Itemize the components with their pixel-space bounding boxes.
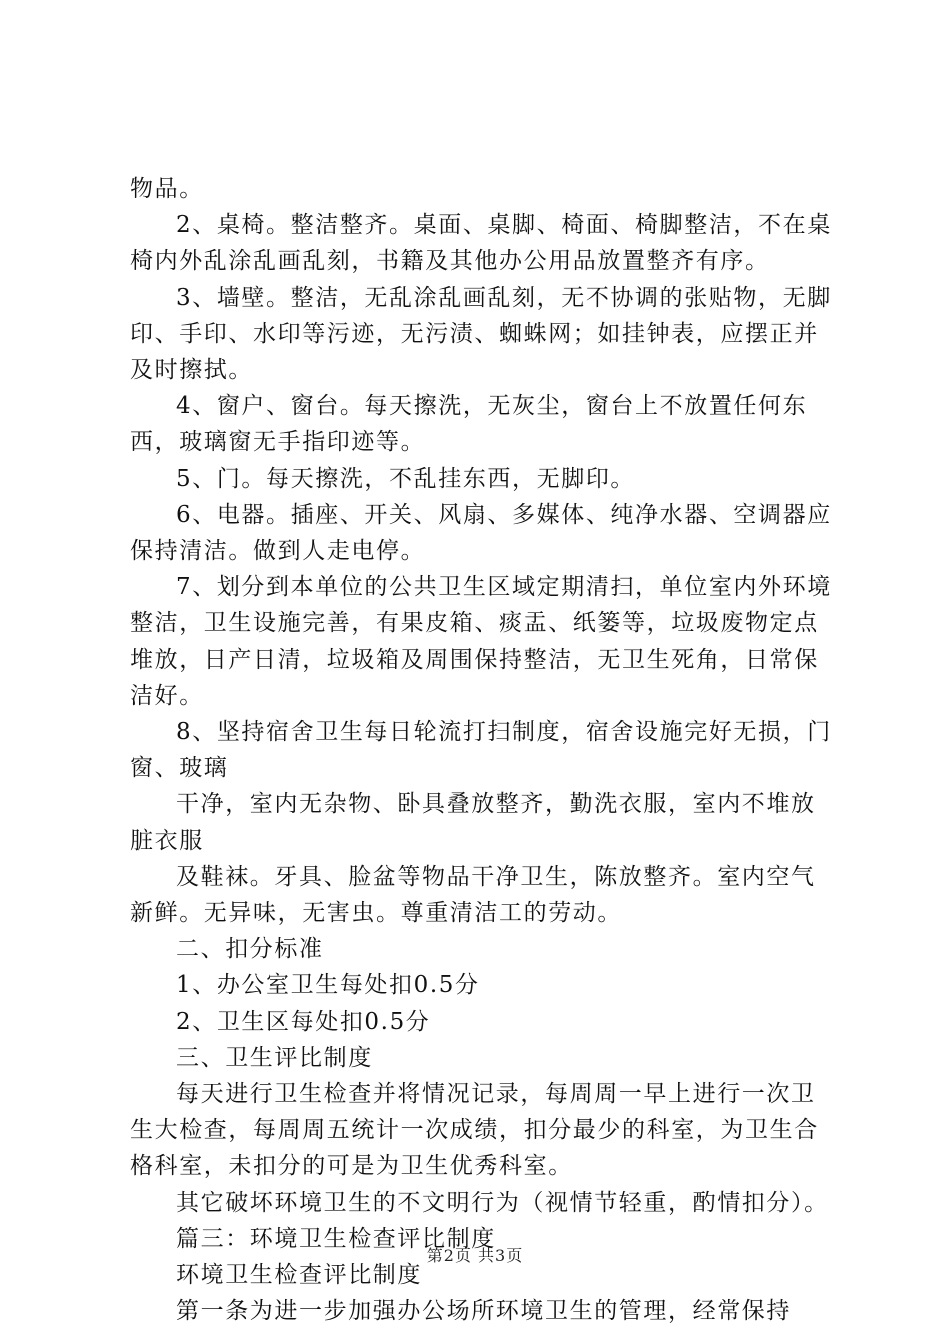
paragraph-2: 2、桌椅。整洁整齐。桌面、桌脚、椅面、椅脚整洁，不在桌椅内外乱涂乱画乱刻，书籍及其他办公用品放置整齐有序。 <box>130 212 832 275</box>
paragraph-9: 干净，室内无杂物、卧具叠放整齐，勤洗衣服，室内不堆放脏衣服 <box>130 791 816 854</box>
page-footer: 第2页 共3页 <box>426 1246 524 1265</box>
paragraph-16: 其它破坏环境卫生的不文明行为（视情节轻重，酌情扣分）。 <box>176 1189 829 1216</box>
paragraph-5: 5、门。每天擦洗，不乱挂东西，无脚印。 <box>176 465 636 492</box>
paragraph-6: 6、电器。插座、开关、风扇、多媒体、纯净水器、空调器应保持清洁。做到人走电停。 <box>130 501 832 565</box>
paragraph-13: 2、卫生区每处扣0.5分 <box>176 1008 431 1035</box>
paragraph-19: 第一条为进一步加强办公场所环境卫生的管理，经常保持 <box>176 1298 791 1325</box>
paragraph-3: 3、墙壁。整洁，无乱涂乱画乱刻，无不协调的张贴物，无脚印、手印、水印等污迹，无污渍、蜘蛛网；如挂钟表，应摆正并及时擦拭。 <box>130 284 832 384</box>
chapter-title: 环境卫生检查评比制度 <box>176 1262 422 1289</box>
paragraph-7: 7、划分到本单位的公共卫生区域定期清扫，单位室内外环境整洁，卫生设施完善，有果皮箱、痰盂、纸篓等，垃圾废物定点堆放，日产日清，垃圾箱及周围保持整洁，无卫生死角，日常保洁好。 <box>130 574 832 709</box>
paragraph-15: 每天进行卫生检查并将情况记录，每周周一早上进行一次卫生大检查，每周周五统计一次成绩，扣分最少的科室，为卫生合格科室，未扣分的可是为卫生优秀科室。 <box>130 1081 819 1180</box>
section-heading-evaluation: 三、卫生评比制度 <box>176 1044 373 1071</box>
paragraph-8: 8、坚持宿舍卫生每日轮流打扫制度，宿舍设施完好无损，门窗、玻璃 <box>130 719 832 782</box>
section-heading-deduction: 二、扣分标准 <box>176 936 324 963</box>
paragraph-10: 及鞋袜。牙具、脸盆等物品干净卫生，陈放整齐。室内空气新鲜。无异味，无害虫。尊重清洁工的劳动。 <box>130 863 816 927</box>
paragraph-12: 1、办公室卫生每处扣0.5分 <box>176 972 480 999</box>
chapter-heading: 篇三：环境卫生检查评比制度 <box>176 1225 496 1252</box>
document-body <box>130 171 835 1330</box>
paragraph-4: 4、窗户、窗台。每天擦洗，无灰尘，窗台上不放置任何东西，玻璃窗无手指印迹等。 <box>130 393 808 456</box>
paragraph-1: 物品。 <box>130 176 204 202</box>
